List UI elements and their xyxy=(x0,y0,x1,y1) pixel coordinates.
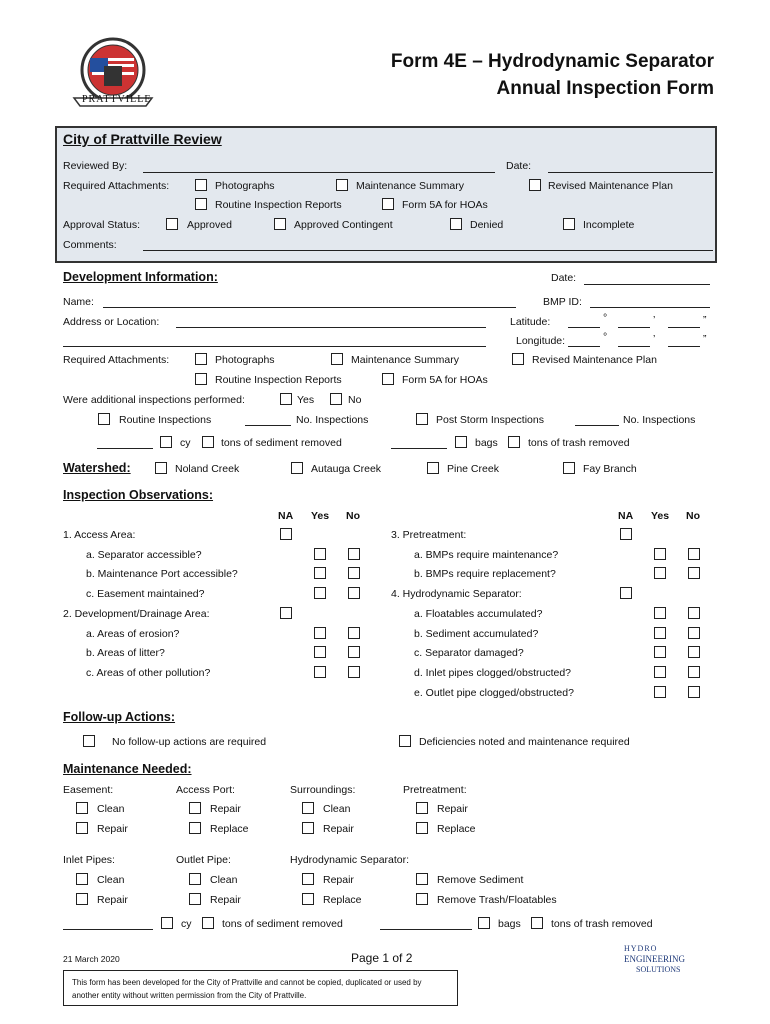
latitude-sec-symbol: ” xyxy=(703,314,707,326)
approved-checkbox[interactable] xyxy=(166,218,178,230)
right-na-header: NA xyxy=(618,510,634,522)
surroundings-repair-label: Repair xyxy=(323,823,354,835)
incomplete-checkbox[interactable] xyxy=(563,218,575,230)
maint-sediment-amount-field[interactable] xyxy=(63,929,153,930)
logo-text: PRATTVILLE xyxy=(82,94,152,105)
obs-left-0-na-checkbox[interactable] xyxy=(280,528,292,540)
pretreatment-repair-checkbox[interactable] xyxy=(416,802,428,814)
pretreatment-label: Pretreatment: xyxy=(403,784,467,796)
obs-right-1-no-checkbox[interactable] xyxy=(688,548,700,560)
obs-left-2-no-checkbox[interactable] xyxy=(348,567,360,579)
pine-creek-checkbox[interactable] xyxy=(427,462,439,474)
review-photographs-checkbox[interactable] xyxy=(195,179,207,191)
obs-right-4-yes-checkbox[interactable] xyxy=(654,607,666,619)
observations-heading: Inspection Observations: xyxy=(63,488,214,502)
remove-sediment-label: Remove Sediment xyxy=(437,874,524,886)
surroundings-label: Surroundings: xyxy=(290,784,356,796)
reviewed-by-field[interactable] xyxy=(143,172,495,173)
obs-right-label-4: a. Floatables accumulated? xyxy=(414,607,543,620)
longitude-min-symbol: ’ xyxy=(653,333,656,345)
latitude-deg-field[interactable] xyxy=(568,327,600,328)
inlet-repair-label: Repair xyxy=(97,894,128,906)
obs-right-label-6: c. Separator damaged? xyxy=(414,647,524,660)
form-title-line1: Form 4E – Hydrodynamic Separator xyxy=(390,51,714,72)
remove-trash-label: Remove Trash/Floatables xyxy=(437,894,557,906)
routine-inspections-checkbox[interactable] xyxy=(98,413,110,425)
review-form5a-label: Form 5A for HOAs xyxy=(402,199,488,211)
pretreatment-replace-label: Replace xyxy=(437,823,476,835)
deficiencies-checkbox[interactable] xyxy=(399,735,411,747)
latitude-min-symbol: ’ xyxy=(653,314,656,326)
obs-left-5-no-checkbox[interactable] xyxy=(348,627,360,639)
obs-right-7-yes-checkbox[interactable] xyxy=(654,666,666,678)
dev-form5a-checkbox[interactable] xyxy=(382,373,394,385)
dev-maintenance-summary-label: Maintenance Summary xyxy=(351,354,459,366)
tons-sediment-label: tons of sediment removed xyxy=(221,437,342,449)
obs-left-3-yes-checkbox[interactable] xyxy=(314,587,326,599)
inlet-clean-checkbox[interactable] xyxy=(76,873,88,885)
obs-left-label-5: a. Areas of erosion? xyxy=(86,627,180,640)
dev-maintenance-summary-checkbox[interactable] xyxy=(331,353,343,365)
obs-left-6-yes-checkbox[interactable] xyxy=(314,646,326,658)
left-na-header: NA xyxy=(278,510,294,522)
bags-label: bags xyxy=(475,437,498,449)
form-title-line2: Annual Inspection Form xyxy=(496,78,714,99)
latitude-label: Latitude: xyxy=(510,316,551,328)
comments-field[interactable] xyxy=(143,250,713,251)
longitude-min-field[interactable] xyxy=(618,346,650,347)
obs-right-5-yes-checkbox[interactable] xyxy=(654,627,666,639)
page-number: Page 1 of 2 xyxy=(351,951,413,965)
access-port-replace-label: Replace xyxy=(210,823,249,835)
obs-right-label-3: 4. Hydrodynamic Separator: xyxy=(391,588,522,601)
obs-right-0-na-checkbox[interactable] xyxy=(620,528,632,540)
obs-right-7-no-checkbox[interactable] xyxy=(688,666,700,678)
obs-left-3-no-checkbox[interactable] xyxy=(348,587,360,599)
company-line1: HYDRO xyxy=(624,944,658,953)
dev-revised-plan-label: Revised Maintenance Plan xyxy=(532,354,657,366)
review-form5a-checkbox[interactable] xyxy=(382,198,394,210)
obs-left-label-7: c. Areas of other pollution? xyxy=(86,666,211,679)
name-field[interactable] xyxy=(103,307,516,308)
longitude-deg-symbol: ° xyxy=(603,331,608,343)
dev-photographs-checkbox[interactable] xyxy=(195,353,207,365)
latitude-min-field[interactable] xyxy=(618,327,650,328)
maint-tons-trash-label: tons of trash removed xyxy=(551,918,653,930)
tons-sediment-checkbox[interactable] xyxy=(202,436,214,448)
cy-checkbox[interactable] xyxy=(160,436,172,448)
obs-right-label-5: b. Sediment accumulated? xyxy=(414,627,539,640)
dev-heading: Development Information: xyxy=(63,270,218,284)
noland-creek-checkbox[interactable] xyxy=(155,462,167,474)
approval-status-label: Approval Status: xyxy=(63,219,141,231)
obs-right-2-yes-checkbox[interactable] xyxy=(654,567,666,579)
latitude-deg-symbol: ° xyxy=(603,312,608,324)
obs-left-5-yes-checkbox[interactable] xyxy=(314,627,326,639)
routine-inspections-label: Routine Inspections xyxy=(119,414,212,426)
access-port-replace-checkbox[interactable] xyxy=(189,822,201,834)
tons-trash-checkbox[interactable] xyxy=(508,436,520,448)
remove-sediment-checkbox[interactable] xyxy=(416,873,428,885)
obs-left-label-1: a. Separator accessible? xyxy=(86,548,202,561)
additional-no-checkbox[interactable] xyxy=(330,393,342,405)
obs-right-6-yes-checkbox[interactable] xyxy=(654,646,666,658)
maintenance-heading: Maintenance Needed: xyxy=(63,762,192,776)
footer-notice-text: This form has been developed for the City of Prattville and cannot be copied, duplicated or used by another entity without written permission from the City of Prattville. xyxy=(72,978,422,1000)
obs-left-1-no-checkbox[interactable] xyxy=(348,548,360,560)
incomplete-label: Incomplete xyxy=(583,219,635,231)
obs-left-7-no-checkbox[interactable] xyxy=(348,666,360,678)
city-seal-logo xyxy=(68,36,158,110)
easement-clean-checkbox[interactable] xyxy=(76,802,88,814)
surroundings-clean-checkbox[interactable] xyxy=(302,802,314,814)
denied-checkbox[interactable] xyxy=(450,218,462,230)
left-no-header: No xyxy=(346,510,360,522)
obs-left-2-yes-checkbox[interactable] xyxy=(314,567,326,579)
comments-label: Comments: xyxy=(63,239,117,251)
noland-creek-label: Noland Creek xyxy=(175,463,240,475)
bmp-id-label: BMP ID: xyxy=(543,296,582,308)
easement-repair-label: Repair xyxy=(97,823,128,835)
dev-attachments-label: Required Attachments: xyxy=(63,354,170,366)
obs-left-label-4: 2. Development/Drainage Area: xyxy=(63,607,210,620)
post-storm-checkbox[interactable] xyxy=(416,413,428,425)
maint-trash-amount-field[interactable] xyxy=(380,929,472,930)
obs-right-5-no-checkbox[interactable] xyxy=(688,627,700,639)
obs-left-label-3: c. Easement maintained? xyxy=(86,588,205,601)
dev-routine-reports-label: Routine Inspection Reports xyxy=(215,374,342,386)
review-maintenance-summary-checkbox[interactable] xyxy=(336,179,348,191)
maint-bags-checkbox[interactable] xyxy=(478,917,490,929)
additional-inspections-question: Were additional inspections performed: xyxy=(63,394,245,406)
obs-left-label-2: b. Maintenance Port accessible? xyxy=(86,568,238,581)
obs-right-label-2: b. BMPs require replacement? xyxy=(414,568,556,581)
review-photographs-label: Photographs xyxy=(215,180,275,192)
tons-trash-label: tons of trash removed xyxy=(528,437,630,449)
easement-label: Easement: xyxy=(63,784,114,796)
pretreatment-replace-checkbox[interactable] xyxy=(416,822,428,834)
denied-label: Denied xyxy=(470,219,504,231)
maint-tons-trash-checkbox[interactable] xyxy=(531,917,543,929)
remove-trash-checkbox[interactable] xyxy=(416,893,428,905)
post-storm-no-inspections-label: No. Inspections xyxy=(623,414,696,426)
watershed-heading: Watershed: xyxy=(63,461,131,475)
routine-inspections-count-field[interactable] xyxy=(245,425,291,426)
hydro-repair-label: Repair xyxy=(323,874,354,886)
right-no-header: No xyxy=(686,510,700,522)
footer-date: 21 March 2020 xyxy=(63,954,120,964)
dev-form5a-label: Form 5A for HOAs xyxy=(402,374,488,386)
address-field[interactable] xyxy=(176,327,486,328)
maint-tons-sediment-label: tons of sediment removed xyxy=(222,918,343,930)
post-storm-label: Post Storm Inspections xyxy=(436,414,544,426)
obs-right-4-no-checkbox[interactable] xyxy=(688,607,700,619)
address-label: Address or Location: xyxy=(63,316,160,328)
review-maintenance-summary-label: Maintenance Summary xyxy=(356,180,464,192)
dev-date-field[interactable] xyxy=(584,284,710,285)
obs-left-6-no-checkbox[interactable] xyxy=(348,646,360,658)
company-line3: SOLUTIONS xyxy=(636,965,681,974)
additional-yes-label: Yes xyxy=(297,394,315,406)
pine-creek-label: Pine Creek xyxy=(447,463,499,475)
routine-no-inspections-label: No. Inspections xyxy=(296,414,369,426)
hydro-replace-checkbox[interactable] xyxy=(302,893,314,905)
obs-left-label-0: 1. Access Area: xyxy=(63,529,136,541)
hydro-engineering-logo xyxy=(618,944,708,978)
autauga-creek-label: Autauga Creek xyxy=(311,463,382,475)
bmp-id-field[interactable] xyxy=(590,307,710,308)
address-field-line2[interactable] xyxy=(63,346,486,347)
cy-label: cy xyxy=(180,437,191,449)
hydro-separator-label: Hydrodynamic Separator: xyxy=(290,854,410,866)
obs-right-6-no-checkbox[interactable] xyxy=(688,646,700,658)
obs-right-3-na-checkbox[interactable] xyxy=(620,587,632,599)
no-followup-checkbox[interactable] xyxy=(83,735,95,747)
maint-cy-checkbox[interactable] xyxy=(161,917,173,929)
access-port-label: Access Port: xyxy=(176,784,235,796)
followup-heading: Follow-up Actions: xyxy=(63,710,176,724)
left-yes-header: Yes xyxy=(311,510,330,522)
company-line2: ENGINEERING xyxy=(624,954,685,964)
obs-left-7-yes-checkbox[interactable] xyxy=(314,666,326,678)
access-port-repair-label: Repair xyxy=(210,803,241,815)
bags-checkbox[interactable] xyxy=(455,436,467,448)
fay-branch-checkbox[interactable] xyxy=(563,462,575,474)
name-label: Name: xyxy=(63,296,94,308)
deficiencies-label: Deficiencies noted and maintenance required xyxy=(419,736,630,748)
outlet-clean-label: Clean xyxy=(210,874,238,886)
fay-branch-label: Fay Branch xyxy=(583,463,637,475)
hydro-repair-checkbox[interactable] xyxy=(302,873,314,885)
longitude-sec-field[interactable] xyxy=(668,346,700,347)
trash-amount-field[interactable] xyxy=(391,448,447,449)
dev-photographs-label: Photographs xyxy=(215,354,275,366)
dev-date-label: Date: xyxy=(551,272,577,284)
obs-left-4-na-checkbox[interactable] xyxy=(280,607,292,619)
approved-contingent-checkbox[interactable] xyxy=(274,218,286,230)
review-routine-reports-label: Routine Inspection Reports xyxy=(215,199,342,211)
no-followup-label: No follow-up actions are required xyxy=(112,736,267,748)
sediment-amount-field[interactable] xyxy=(97,448,153,449)
outlet-repair-label: Repair xyxy=(210,894,241,906)
surroundings-clean-label: Clean xyxy=(323,803,351,815)
obs-right-label-7: d. Inlet pipes clogged/obstructed? xyxy=(414,666,572,679)
maint-tons-sediment-checkbox[interactable] xyxy=(202,917,214,929)
pretreatment-repair-label: Repair xyxy=(437,803,468,815)
easement-clean-label: Clean xyxy=(97,803,125,815)
reviewed-by-label: Reviewed By: xyxy=(63,160,128,172)
obs-left-1-yes-checkbox[interactable] xyxy=(314,548,326,560)
maint-cy-label: cy xyxy=(181,918,192,930)
access-port-repair-checkbox[interactable] xyxy=(189,802,201,814)
review-revised-plan-checkbox[interactable] xyxy=(529,179,541,191)
surroundings-repair-checkbox[interactable] xyxy=(302,822,314,834)
review-revised-plan-label: Revised Maintenance Plan xyxy=(548,180,673,192)
additional-yes-checkbox[interactable] xyxy=(280,393,292,405)
autauga-creek-checkbox[interactable] xyxy=(291,462,303,474)
outlet-clean-checkbox[interactable] xyxy=(189,873,201,885)
hydro-replace-label: Replace xyxy=(323,894,362,906)
obs-right-label-8: e. Outlet pipe clogged/obstructed? xyxy=(414,686,574,699)
additional-no-label: No xyxy=(348,394,362,406)
post-storm-count-field[interactable] xyxy=(575,425,619,426)
review-date-field[interactable] xyxy=(548,172,713,173)
obs-right-1-yes-checkbox[interactable] xyxy=(654,548,666,560)
easement-repair-checkbox[interactable] xyxy=(76,822,88,834)
review-date-label: Date: xyxy=(506,160,532,172)
longitude-sec-symbol: ” xyxy=(703,333,707,345)
approved-contingent-label: Approved Contingent xyxy=(294,219,393,231)
obs-right-2-no-checkbox[interactable] xyxy=(688,567,700,579)
inlet-pipes-label: Inlet Pipes: xyxy=(63,854,115,866)
latitude-sec-field[interactable] xyxy=(668,327,700,328)
longitude-deg-field[interactable] xyxy=(568,346,600,347)
outlet-pipe-label: Outlet Pipe: xyxy=(176,854,231,866)
outlet-repair-checkbox[interactable] xyxy=(189,893,201,905)
dev-revised-plan-checkbox[interactable] xyxy=(512,353,524,365)
dev-routine-reports-checkbox[interactable] xyxy=(195,373,207,385)
review-heading: City of Prattville Review xyxy=(63,131,222,147)
approved-label: Approved xyxy=(187,219,232,231)
review-routine-reports-checkbox[interactable] xyxy=(195,198,207,210)
review-attachments-label: Required Attachments: xyxy=(63,180,170,192)
inlet-clean-label: Clean xyxy=(97,874,125,886)
obs-left-label-6: b. Areas of litter? xyxy=(86,647,165,660)
obs-right-8-no-checkbox[interactable] xyxy=(688,686,700,698)
footer-notice-box xyxy=(63,970,458,1006)
obs-right-label-0: 3. Pretreatment: xyxy=(391,529,467,541)
obs-right-label-1: a. BMPs require maintenance? xyxy=(414,548,559,561)
right-yes-header: Yes xyxy=(651,510,670,522)
maint-bags-label: bags xyxy=(498,918,521,930)
obs-right-8-yes-checkbox[interactable] xyxy=(654,686,666,698)
inlet-repair-checkbox[interactable] xyxy=(76,893,88,905)
longitude-label: Longitude: xyxy=(516,335,566,347)
